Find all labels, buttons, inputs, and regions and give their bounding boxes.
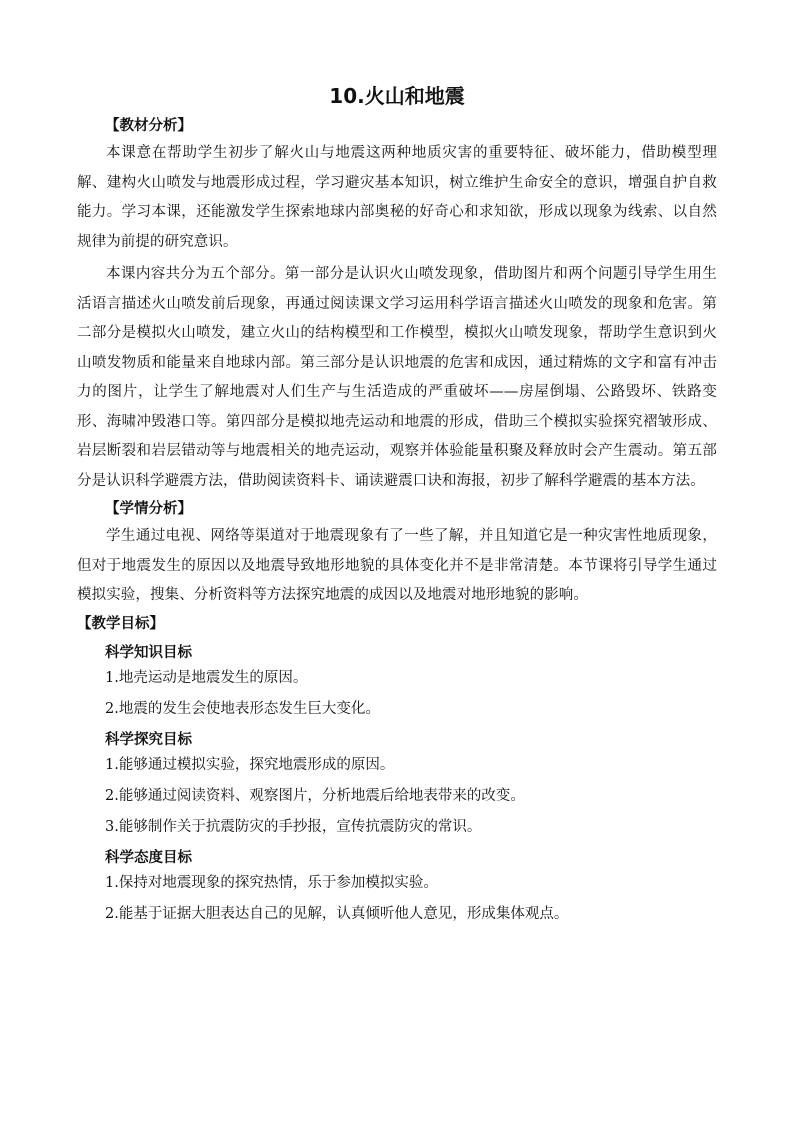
- goal-item: 1.能够通过模拟实验，探究地震形成的原因。: [105, 756, 395, 773]
- section-teaching-goals: [77, 614, 717, 924]
- document-page: [77, 82, 717, 935]
- goal-group-heading: 科学探究目标: [105, 731, 192, 748]
- goal-item: 1.保持对地震现象的探究热情，乐于参加模拟实验。: [105, 874, 438, 891]
- goal-group-knowledge: [77, 643, 717, 719]
- goal-group-inquiry: [77, 730, 717, 837]
- goal-group-heading: 科学态度目标: [105, 849, 192, 866]
- goal-item: 2.地震的发生会使地表形态发生巨大变化。: [105, 700, 380, 717]
- document-title: 10.火山和地震: [329, 84, 465, 108]
- learner-paragraph-1: 学生通过电视、网络等渠道对于地震现象有了一些了解，并且知道它是一种灾害性地质现象，但对于地震发生的原因以及地震导致地形地貌的具体变化并不是非常清楚。本节课将引导学生通过模拟实验，搜集、分析资料等方法探究地震的成因以及地震对地形地貌的影响。: [77, 528, 717, 603]
- section-heading-learner: 【学情分析】: [105, 501, 192, 517]
- goal-item: 3.能够制作关于抗震防灾的手抄报，宣传抗震防灾的常识。: [105, 818, 482, 835]
- goal-item: 1.地壳运动是地震发生的原因。: [105, 669, 308, 686]
- section-heading-goals: 【教学目标】: [77, 615, 164, 632]
- goal-item: 2.能基于证据大胆表达自己的见解，认真倾听他人意见，形成集体观点。: [105, 905, 569, 922]
- goal-group-attitude: [77, 848, 717, 924]
- section-material-analysis: [77, 116, 717, 496]
- section-learner-analysis: [77, 499, 717, 611]
- section-heading-material: 【教材分析】: [105, 118, 192, 134]
- material-paragraph-2: 本课内容共分为五个部分。第一部分是认识火山喷发现象，借助图片和两个问题引导学生用生活语言描述火山喷发前后现象，再通过阅读课文学习运用科学语言描述火山喷发的现象和危害。第二部分是模拟火山喷发，建立火山的结构模型和工作模型，模拟火山喷发现象，帮助学生意识到火山喷发物质和能量来自地球内部。第三部分是认识地震的危害和成因，通过精炼的文字和富有冲击力的图片，让学生了解地震对人们生产与生活造成的严重破坏——房屋倒塌、公路毁坏、铁路变形、海啸冲毁港口等。第四部分是模拟地壳运动和地震的形成，借助三个模拟实验探究褶皱形成、岩层断裂和岩层错动等与地震相关的地壳运动，观察并体验能量积聚及释放时会产生震动。第五部分是认识科学避震方法，借助阅读资料卡、诵读避震口诀和海报，初步了解科学避震的基本方法。: [77, 266, 717, 489]
- material-paragraph-1: 本课意在帮助学生初步了解火山与地震这两种地质灾害的重要特征、破坏能力，借助模型理解、建构火山喷发与地震形成过程，学习避灾基本知识，树立维护生命安全的意识，增强自护自救能力。学习本课，还能激发学生探索地球内部奥秘的好奇心和求知欲，形成以现象为线索、以自然规律为前提的研究意识。: [77, 145, 717, 250]
- goal-item: 2.能够通过阅读资料、观察图片，分析地震后给地表带来的改变。: [105, 787, 525, 804]
- goal-group-heading: 科学知识目标: [105, 644, 192, 661]
